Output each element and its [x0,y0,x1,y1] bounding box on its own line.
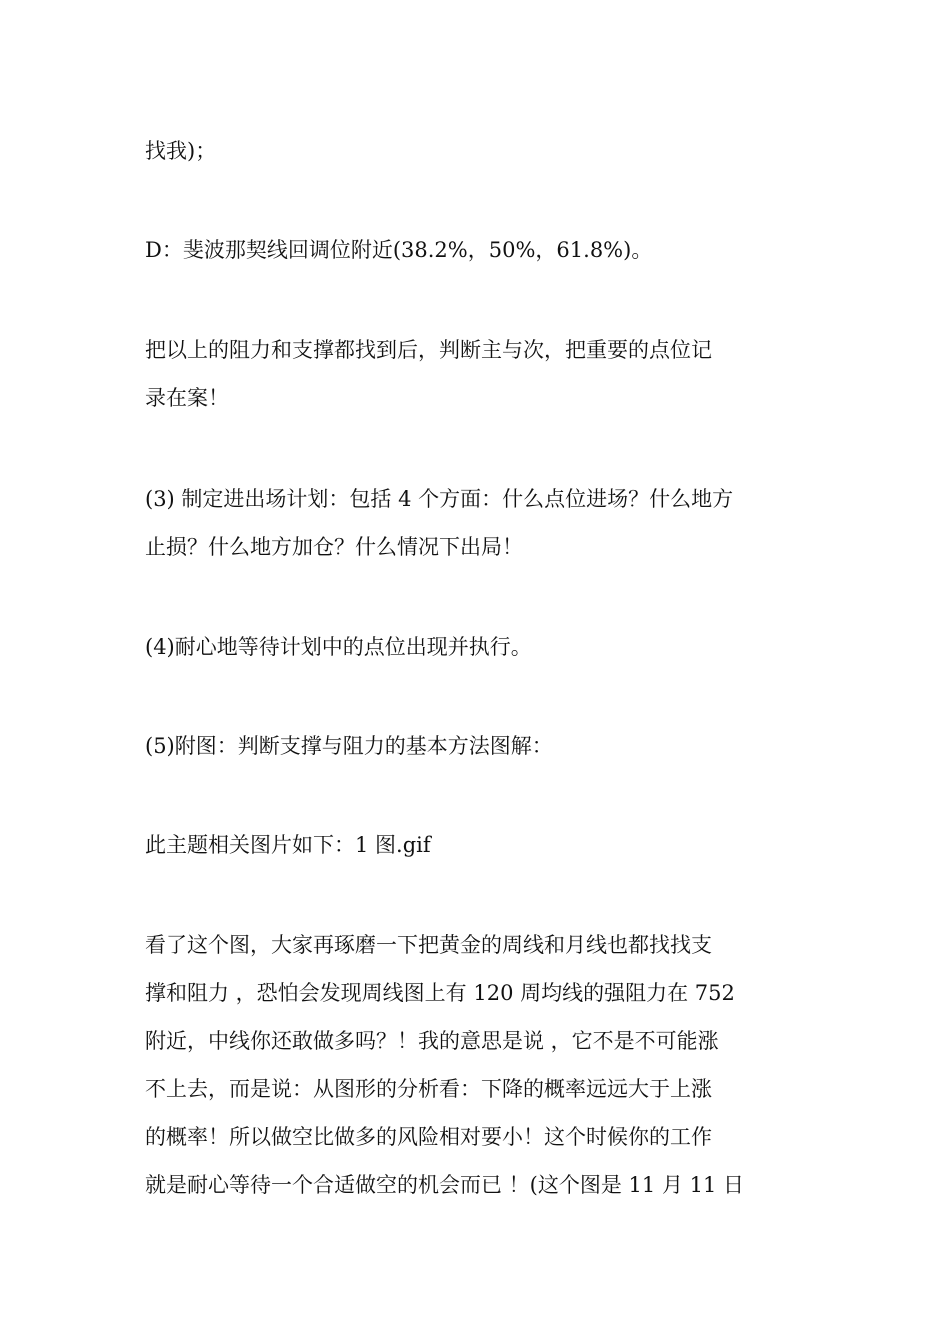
text-line: 录在案！ [145,386,229,410]
paragraph-1 [145,127,810,175]
text-line: 附近，中线你还敢做多吗？！我的意思是说 ，它不是不可能涨 [145,1029,719,1053]
text-line: 此主题相关图片如下：1 图.gif [145,833,431,857]
text-line: 把以上的阻力和支撑都找到后，判断主与次，把重要的点位记 [145,338,712,362]
text-line: 看了这个图，大家再琢磨一下把黄金的周线和月线也都找找支 [145,933,712,957]
text-line: 的概率！所以做空比做多的风险相对要小！这个时候你的工作 [145,1125,712,1149]
paragraph-5 [145,623,810,671]
paragraph-6 [145,722,810,770]
text-line: 就是耐心等待一个合适做空的机会而已 ！(这个图是 11 月 11 日 [145,1173,745,1197]
text-line: 止损？什么地方加仓？什么情况下出局！ [145,535,523,559]
text-line: 撑和阻力 ，恐怕会发现周线图上有 120 周均线的强阻力在 752 [145,981,735,1005]
paragraph-3 [145,326,810,422]
text-line: (4)耐心地等待计划中的点位出现并执行。 [145,635,532,659]
paragraph-8 [145,921,810,1209]
text-line: 不上去，而是说：从图形的分析看：下降的概率远远大于上涨 [145,1077,712,1101]
paragraph-2 [145,226,810,274]
paragraph-7 [145,821,810,869]
text-line: (5)附图：判断支撑与阻力的基本方法图解： [145,734,553,758]
text-line: 找我)； [145,139,217,163]
text-line: D：斐波那契线回调位附近(38.2%，50%，61.8%)。 [145,238,653,262]
text-line: (3) 制定进出场计划：包括 4 个方面：什么点位进场？什么地方 [145,487,734,511]
paragraph-4 [145,475,810,571]
